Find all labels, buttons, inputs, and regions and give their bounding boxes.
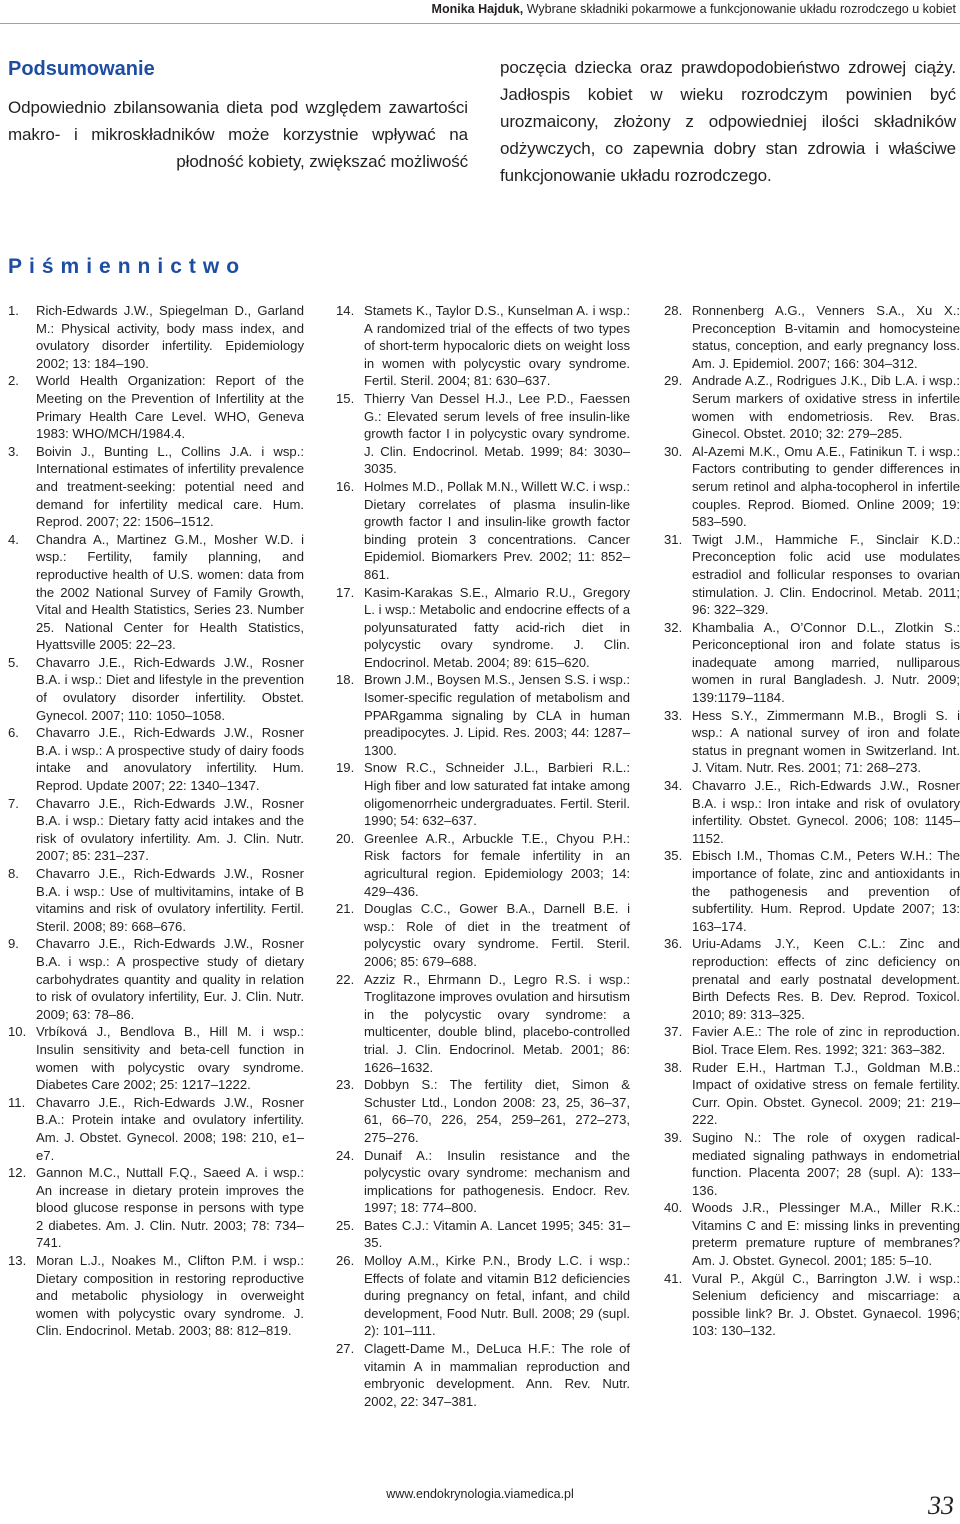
reference-number: 13.	[8, 1253, 27, 1269]
reference-number: 26.	[336, 1253, 355, 1269]
reference-text: Vural P., Akgül C., Barrington J.W. i wsp.: Selenium deficiency and miscarriage: a possible link? Br. J. Obstet. Gynaecol. 1996; 103: 130–132.	[692, 1270, 960, 1339]
header-author: Monika Hajduk,	[431, 2, 524, 16]
reference-item	[8, 795, 304, 865]
reference-text: Chavarro J.E., Rich-Edwards J.W., Rosner B.A. i wsp.: Diet and lifestyle in the prevention of ovulatory disorder infertility. Obstet. Gynecol. 2007; 110: 1050–1058.	[36, 654, 304, 723]
reference-number: 12.	[8, 1165, 27, 1181]
reference-number: 28.	[664, 303, 683, 318]
reference-item	[336, 1217, 630, 1252]
reference-text: Thierry Van Dessel H.J., Lee P.D., Faessen G.: Elevated serum levels of free insulin-like growth factor I in polycystic ovary syndrome. J. Clin. Endocrinol. Metab. 1999; 84: 3030–3035.	[364, 390, 630, 477]
reference-number: 27.	[336, 1341, 355, 1357]
reference-item	[664, 443, 960, 531]
reference-text: Holmes M.D., Pollak M.N., Willett W.C. i wsp.: Dietary correlates of plasma insulin-like growth factor I and insulin-like growth factor binding protein 3 concentrations. Cancer Epidemiol. Biomarkers Prev. 2002; 11: 852–861.	[364, 478, 630, 582]
reference-item	[8, 724, 304, 794]
reference-number: 35.	[664, 848, 683, 864]
reference-item	[8, 865, 304, 935]
summary-left-column	[8, 54, 468, 175]
reference-number: 37.	[664, 1024, 683, 1040]
reference-text: Bates C.J.: Vitamin A. Lancet 1995; 345: 31–35.	[364, 1217, 630, 1251]
summary-right-text: poczęcia dziecka oraz prawdopodobieństwo zdrowej ciąży. Jadłospis kobiet w wieku rozrodczym powinien być urozmaicony, złożony z odpowiedniej ilości składników odżywczych, co zapewnia dobry stan zdrowia i właściwe funkcjonowanie układu rozrodczego.	[500, 58, 956, 185]
reference-number: 32.	[664, 619, 683, 635]
reference-item	[336, 1147, 630, 1217]
reference-text: Ebisch I.M., Thomas C.M., Peters W.H.: The importance of folate, zinc and antioxidants in the pathogenesis and prevention of subfertility. Hum. Reprod. Update 2007; 13: 163–174.	[692, 848, 960, 934]
reference-item	[8, 372, 304, 442]
reference-number: 3.	[8, 443, 19, 459]
reference-text: Dunaif A.: Insulin resistance and the polycystic ovary syndrome: mechanism and implications for pathogenesis. Endocr. Rev. 1997; 18: 774–800.	[364, 1147, 630, 1216]
reference-item	[664, 1199, 960, 1269]
reference-item	[664, 372, 960, 442]
reference-number: 33.	[664, 707, 683, 723]
reference-item	[8, 1164, 304, 1252]
reference-number: 23.	[336, 1077, 355, 1093]
summary-right-column	[500, 54, 956, 189]
reference-text: Chavarro J.E., Rich-Edwards J.W., Rosner B.A. i wsp.: A prospective study of dairy foods intake and anovulatory infertility. Hum. Reprod. Update 2007; 22: 1340–1347.	[36, 725, 304, 794]
reference-number: 31.	[664, 531, 683, 547]
reference-text: Chavarro J.E., Rich-Edwards J.W., Rosner B.A.: Protein intake and ovulatory infertility. Am. J. Obstet. Gynecol. 2008; 198: 210, e1–e7.	[36, 1094, 304, 1163]
reference-text: Azziz R., Ehrmann D., Legro R.S. i wsp.: Troglitazone improves ovulation and hirsutism in the polycystic ovary syndrome: a multicenter, double blind, placebo-controlled trial. J. Clin. Endocrinol. Metab. 2001; 86: 1626–1632.	[364, 971, 630, 1075]
reference-number: 15.	[336, 390, 355, 406]
reference-item	[664, 777, 960, 847]
reference-item	[336, 584, 630, 672]
reference-number: 5.	[8, 654, 19, 670]
reference-item	[8, 302, 304, 372]
references-column-1	[8, 302, 304, 1340]
reference-text: Snow R.C., Schneider J.L., Barbieri R.L.: High fiber and low saturated fat intake among oligomenorrheic undergraduates. Fertil. Steril. 1990; 54: 632–637.	[364, 760, 630, 829]
reference-text: Sugino N.: The role of oxygen radical-mediated signaling pathways in endometrial function. Placenta 2007; 28 (supl. A): 133–136.	[692, 1129, 960, 1198]
reference-item	[8, 443, 304, 531]
reference-number: 36.	[664, 936, 683, 952]
running-header	[0, 0, 960, 24]
reference-number: 7.	[8, 795, 19, 811]
reference-item	[336, 1340, 630, 1410]
reference-text: Chandra A., Martinez G.M., Mosher W.D. i wsp.: Fertility, family planning, and reproductive health of U.S. women: data from the 2002 National Survey of Family Growth, Vital and Health Statistics, Series 23. Number 25. National Center for Health Statistics, Hyattsville 2005: 22–23.	[36, 531, 304, 653]
reference-item	[664, 531, 960, 619]
reference-text: Brown J.M., Boysen M.S., Jensen S.S. i wsp.: Isomer-specific regulation of metabolism and PPARgamma signaling by CLA in human preadipocytes. J. Lipid. Res. 2003; 44: 1287–1300.	[364, 672, 630, 758]
reference-text: Chavarro J.E., Rich-Edwards J.W., Rosner B.A. i wsp.: Iron intake and risk of ovulatory infertility. Obstet. Gynecol. 2006; 108: 1145–1152.	[692, 778, 960, 846]
reference-item	[664, 1023, 960, 1058]
reference-number: 20.	[336, 830, 355, 846]
reference-item	[336, 1252, 630, 1340]
page-number: 33	[928, 1491, 954, 1520]
reference-text: Chavarro J.E., Rich-Edwards J.W., Rosner B.A. i wsp.: Dietary fatty acid intakes and the risk of ovulatory infertility. Am. J. Clin. Nutr. 2007; 85: 231–237.	[36, 795, 304, 864]
reference-number: 4.	[8, 531, 19, 547]
reference-number: 38.	[664, 1059, 683, 1075]
reference-text: Ruder E.H., Hartman T.J., Goldman M.B.: Impact of oxidative stress on female fertility. Curr. Opin. Obstet. Gynecol. 2009; 21: 219–222.	[692, 1059, 960, 1128]
reference-number: 11.	[8, 1094, 26, 1110]
reference-text: Andrade A.Z., Rodrigues J.K., Dib L.A. i wsp.: Serum markers of oxidative stress in infertile women with endometriosis. Rev. Bras. Ginecol. Obstet. 2010; 32: 279–285.	[692, 373, 960, 442]
reference-item	[336, 671, 630, 759]
reference-text: Al-Azemi M.K., Omu A.E., Fatinikun T. i wsp.: Factors contributing to gender differences in serum retinol and alpha-tocopherol in infertile couples. Reprod. Biomed. Online 2009; 19: 583–590.	[692, 443, 960, 530]
reference-text: Ronnenberg A.G., Venners S.A., Xu X.: Preconception B-vitamin and homocysteine status, conception, and early pregnancy loss. Am. J. Epidemiol. 2007; 166: 304–312.	[692, 303, 960, 371]
reference-text: Kasim-Karakas S.E., Almario R.U., Gregory L. i wsp.: Metabolic and endocrine effects of a polyunsaturated fatty acid-rich diet in polycystic ovary syndrome. J. Clin. Endocrinol. Metab. 2004; 89: 615–620.	[364, 584, 630, 670]
reference-number: 25.	[336, 1217, 355, 1233]
reference-text: Stamets K., Taylor D.S., Kunselman A. i wsp.: A randomized trial of the effects of two types of short-term hypocaloric diets on weight loss in women with polycystic ovary syndrome. Fertil. Steril. 2004; 81: 630–637.	[364, 303, 630, 389]
reference-item	[664, 302, 960, 372]
summary-heading: Podsumowanie	[8, 58, 155, 80]
references-column-2	[336, 302, 630, 1410]
reference-number: 16.	[336, 478, 355, 494]
reference-number: 1.	[8, 303, 19, 318]
reference-item	[8, 654, 304, 724]
reference-text: Chavarro J.E., Rich-Edwards J.W., Rosner B.A. i wsp.: A prospective study of dietary carbohydrates quantity and quality in relation to risk of ovulatory infertility, Eur. J. Clin. Nutr. 2009; 63: 78–86.	[36, 936, 304, 1022]
reference-number: 2.	[8, 373, 19, 389]
footer-url[interactable]: www.endokrynologia.viamedica.pl	[386, 1487, 574, 1501]
reference-number: 40.	[664, 1200, 683, 1216]
reference-number: 8.	[8, 866, 19, 881]
reference-number: 17.	[336, 584, 355, 600]
reference-text: Uriu-Adams J.Y., Keen C.L.: Zinc and reproduction: effects of zinc deficiency on prenatal and early postnatal development. Birth Defects Res. B. Dev. Reprod. Toxicol. 2010; 89: 313–325.	[692, 936, 960, 1022]
reference-number: 14.	[336, 303, 355, 318]
reference-item	[336, 1076, 630, 1146]
summary-left-text: Odpowiednio zbilansowania dieta pod względem zawartości makro- i mikroskładników może korzystnie wpływać na płodność kobiety, zwiększać możliwość	[8, 98, 468, 171]
reference-item	[336, 759, 630, 829]
reference-item	[664, 1129, 960, 1199]
reference-number: 10.	[8, 1024, 27, 1040]
reference-item	[664, 847, 960, 935]
reference-number: 30.	[664, 443, 683, 459]
reference-item	[336, 971, 630, 1077]
reference-text: Gannon M.C., Nuttall F.Q., Saeed A. i wsp.: An increase in dietary protein improves the blood glucose response in persons with type 2 diabetes. Am. J. Clin. Nutr. 2003; 78: 734–741.	[36, 1165, 304, 1251]
reference-item	[664, 1059, 960, 1129]
reference-item	[336, 302, 630, 390]
reference-number: 19.	[336, 760, 355, 776]
reference-item	[8, 531, 304, 654]
reference-text: Moran L.J., Noakes M., Clifton P.M. i wsp.: Dietary composition in restoring reproductive and metabolic physiology in overweight women with polycystic ovary syndrome. J. Clin. Endocrinol. Metab. 2003; 88: 812–819.	[36, 1253, 304, 1339]
reference-item	[8, 1094, 304, 1164]
reference-text: Woods J.R., Plessinger M.A., Miller R.K.: Vitamins C and E: missing links in preventing preterm premature rupture of membranes? Am. J. Obstet. Gynecol. 2001; 185: 5–10.	[692, 1200, 960, 1269]
references-heading: Piśmiennictwo	[8, 255, 247, 278]
reference-number: 9.	[8, 936, 19, 952]
reference-text: Khambalia A., O’Connor D.L., Zlotkin S.: Periconceptional iron and folate status is inadequate among married, nulliparous women in rural Bangladesh. J. Nutr. 2009; 139:1179–1184.	[692, 619, 960, 706]
reference-text: Favier A.E.: The role of zinc in reproduction. Biol. Trace Elem. Res. 1992; 321: 363–382.	[692, 1024, 960, 1057]
reference-item	[336, 900, 630, 970]
reference-number: 24.	[336, 1147, 355, 1163]
reference-number: 22.	[336, 971, 355, 987]
reference-number: 6.	[8, 725, 19, 741]
reference-text: Molloy A.M., Kirke P.N., Brody L.C. i wsp.: Effects of folate and vitamin B12 deficiencies during pregnancy on fetal, infant, and child development, Food Nutr. Bull. 2008; 29 (supl. 2): 101–111.	[364, 1253, 630, 1339]
reference-item	[336, 390, 630, 478]
header-title: Wybrane składniki pokarmowe a funkcjonowanie układu rozrodczego u kobiet	[523, 2, 956, 16]
reference-number: 34.	[664, 778, 683, 794]
reference-text: Boivin J., Bunting L., Collins J.A. i wsp.: International estimates of infertility prevalence and treatment-seeking: potential need and demand for infertility medical care. Hum. Reprod. 2007; 22: 1506–1512.	[36, 443, 304, 530]
reference-text: Chavarro J.E., Rich-Edwards J.W., Rosner B.A. i wsp.: Use of multivitamins, intake of B vitamins and risk of ovulatory infertility. Fertil. Steril. 2008; 89: 668–676.	[36, 866, 304, 934]
reference-text: Clagett-Dame M., DeLuca H.F.: The role of vitamin A in mammalian reproduction and embryonic development. Ann. Rev. Nutr. 2002, 22: 347–381.	[364, 1341, 630, 1409]
reference-text: Vrbíková J., Bendlova B., Hill M. i wsp.: Insulin sensitivity and beta-cell function in women with polycystic ovary syndrome. Diabetes Care 2002; 25: 1217–1222.	[36, 1024, 304, 1093]
reference-text: Douglas C.C., Gower B.A., Darnell B.E. i wsp.: Role of diet in the treatment of polycystic ovary syndrome. Fertil. Steril. 2006; 85: 679–688.	[364, 901, 630, 969]
reference-text: Hess S.Y., Zimmermann M.B., Brogli S. i wsp.: A national survey of iron and folate status in pregnant women in Switzerland. Int. J. Vitam. Nutr. Res. 2001; 71: 268–273.	[692, 707, 960, 776]
reference-item	[664, 935, 960, 1023]
reference-number: 39.	[664, 1129, 683, 1145]
reference-item	[664, 1270, 960, 1340]
reference-number: 18.	[336, 672, 355, 688]
references-column-3	[664, 302, 960, 1340]
reference-item	[664, 707, 960, 777]
reference-text: Rich-Edwards J.W., Spiegelman D., Garland M.: Physical activity, body mass index, and ovulatory disorder infertility. Epidemiology 2002; 13: 184–190.	[36, 303, 304, 371]
reference-item	[8, 935, 304, 1023]
reference-item	[336, 830, 630, 900]
reference-number: 29.	[664, 373, 683, 389]
reference-text: Greenlee A.R., Arbuckle T.E., Chyou P.H.: Risk factors for female infertility in an agricultural region. Epidemiology 2003; 14: 429–436.	[364, 830, 630, 899]
reference-number: 41.	[664, 1270, 683, 1286]
reference-text: World Health Organization: Report of the Meeting on the Prevention of Infertility at the Primary Health Care Level. WHO, Geneva 1983: WHO/MCH/1984.4.	[36, 373, 304, 442]
reference-text: Dobbyn S.: The fertility diet, Simon & Schuster Ltd., London 2008: 23, 25, 36–37, 61, 66–70, 226, 254, 259–261, 272–273, 275–276.	[364, 1077, 630, 1145]
reference-text: Twigt J.M., Hammiche F., Sinclair K.D.: Preconception folic acid use modulates estradiol and follicular responses to ovarian stimulation. J. Clin. Endocrinol. Metab. 2011; 96: 322–329.	[692, 531, 960, 618]
reference-item	[8, 1023, 304, 1093]
reference-item	[336, 478, 630, 584]
reference-item	[664, 619, 960, 707]
reference-item	[8, 1252, 304, 1340]
reference-number: 21.	[336, 901, 355, 917]
